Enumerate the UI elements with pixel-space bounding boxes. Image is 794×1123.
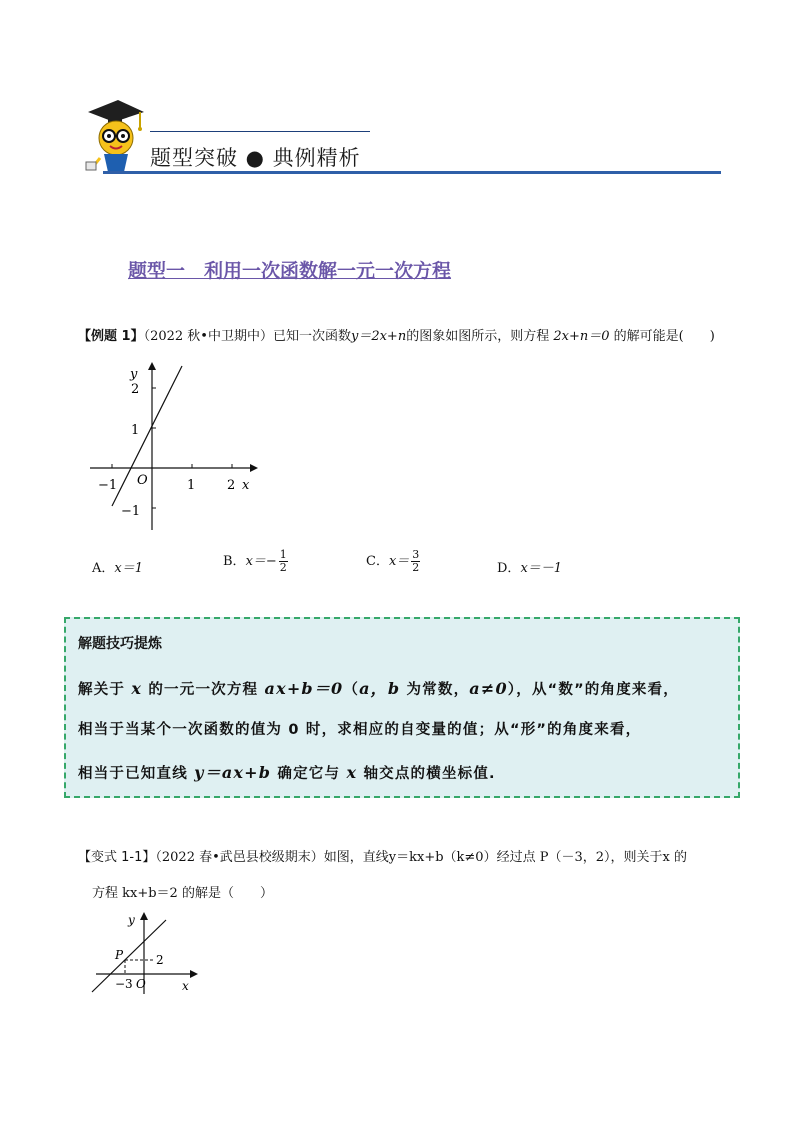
choice-b[interactable] (223, 549, 288, 574)
y-tick-label: 2 (131, 382, 140, 397)
choice-a-letter: A． (92, 561, 115, 576)
y-tick-label: −1 (121, 504, 141, 519)
section-title-text: 题型一 利用一次函数解一元一次方程 (128, 260, 452, 282)
tips-line-1: 解关于 x 的一元一次方程 ax+b＝0（a，b 为常数，a≠0），从“数”的角度来看， (78, 679, 680, 698)
solving-tips-box (64, 617, 740, 798)
x-axis-label: x (182, 979, 189, 993)
x-axis-arrow (190, 970, 198, 978)
example-1-equation: y＝2x+n (350, 329, 407, 344)
x-tick-label: 2 (227, 478, 236, 493)
header-rule-top (150, 131, 370, 132)
variant-1-1-source: （2022 春•武邑县校级期末） (155, 850, 324, 865)
header-rule-bottom (103, 171, 721, 174)
y-axis-label: y (130, 367, 138, 382)
tips-title: 解题技巧提炼 (78, 636, 162, 652)
choice-b-text: x＝− (245, 554, 277, 569)
choice-c-fraction: $\frac{3}{2}$ (412, 548, 420, 574)
y-tick-label: 2 (156, 953, 164, 967)
example-1-text-c: 的解可能是( ) (613, 329, 715, 344)
x-axis-label: x (242, 478, 250, 493)
variant-1-1-text: 如图，直线y＝kx+b（k≠0）经过点 P（－3，2），则关于x 的 (323, 850, 687, 865)
x-axis-arrow (250, 464, 258, 472)
choice-a-text: x＝1 (114, 561, 143, 576)
y-tick-label: 1 (131, 423, 140, 438)
variant-1-1-question (78, 846, 687, 865)
choice-c[interactable] (366, 549, 420, 574)
choice-d-text: x＝－1 (520, 561, 563, 576)
choice-c-text: x＝ (388, 554, 410, 569)
mascot-logo-icon (78, 98, 150, 176)
choice-c-letter: C． (366, 554, 389, 569)
example-1-tag: 【例题 1】 (78, 329, 144, 344)
example-1-graph (85, 358, 260, 538)
section-title (128, 256, 451, 283)
y-axis-arrow (148, 362, 156, 370)
x-tick-label: −3 (115, 977, 133, 991)
variant-1-1-graph (88, 908, 203, 998)
page-header-title: 题型突破 ● 典例精析 (150, 146, 361, 170)
point-p-label: P (115, 948, 124, 962)
choice-d-letter: D． (497, 561, 521, 576)
y-axis-arrow (140, 912, 148, 920)
example-1-source: （2022 秋•中卫期中） (143, 329, 273, 344)
choice-d[interactable] (497, 557, 562, 576)
tips-line-3: 相当于已知直线 y＝ax+b 确定它与 x 轴交点的横坐标值. (78, 763, 496, 782)
tips-line-2: 相当于当某个一次函数的值为 0 时，求相应的自变量的值；从“形”的角度来看， (78, 722, 642, 738)
example-1-question (78, 325, 715, 344)
origin-label: O (137, 473, 148, 488)
choice-a[interactable] (92, 557, 143, 576)
origin-label: O (136, 977, 146, 991)
variant-1-1-text-line-2: 方程 kx+b＝2 的解是（ ） (92, 886, 273, 901)
y-axis-label: y (128, 913, 135, 927)
choice-b-letter: B． (223, 554, 246, 569)
variant-1-1-tag: 【变式 1-1】 (78, 850, 156, 865)
choice-b-fraction: $\frac{1}{2}$ (279, 548, 287, 574)
x-tick-label: −1 (98, 478, 118, 493)
example-1-text-b: 的图象如图所示，则方程 (406, 329, 550, 344)
example-1-equation-2: 2x+n＝0 (553, 329, 610, 344)
example-1-text-a: 已知一次函数 (272, 329, 351, 344)
x-tick-label: 1 (187, 478, 196, 493)
